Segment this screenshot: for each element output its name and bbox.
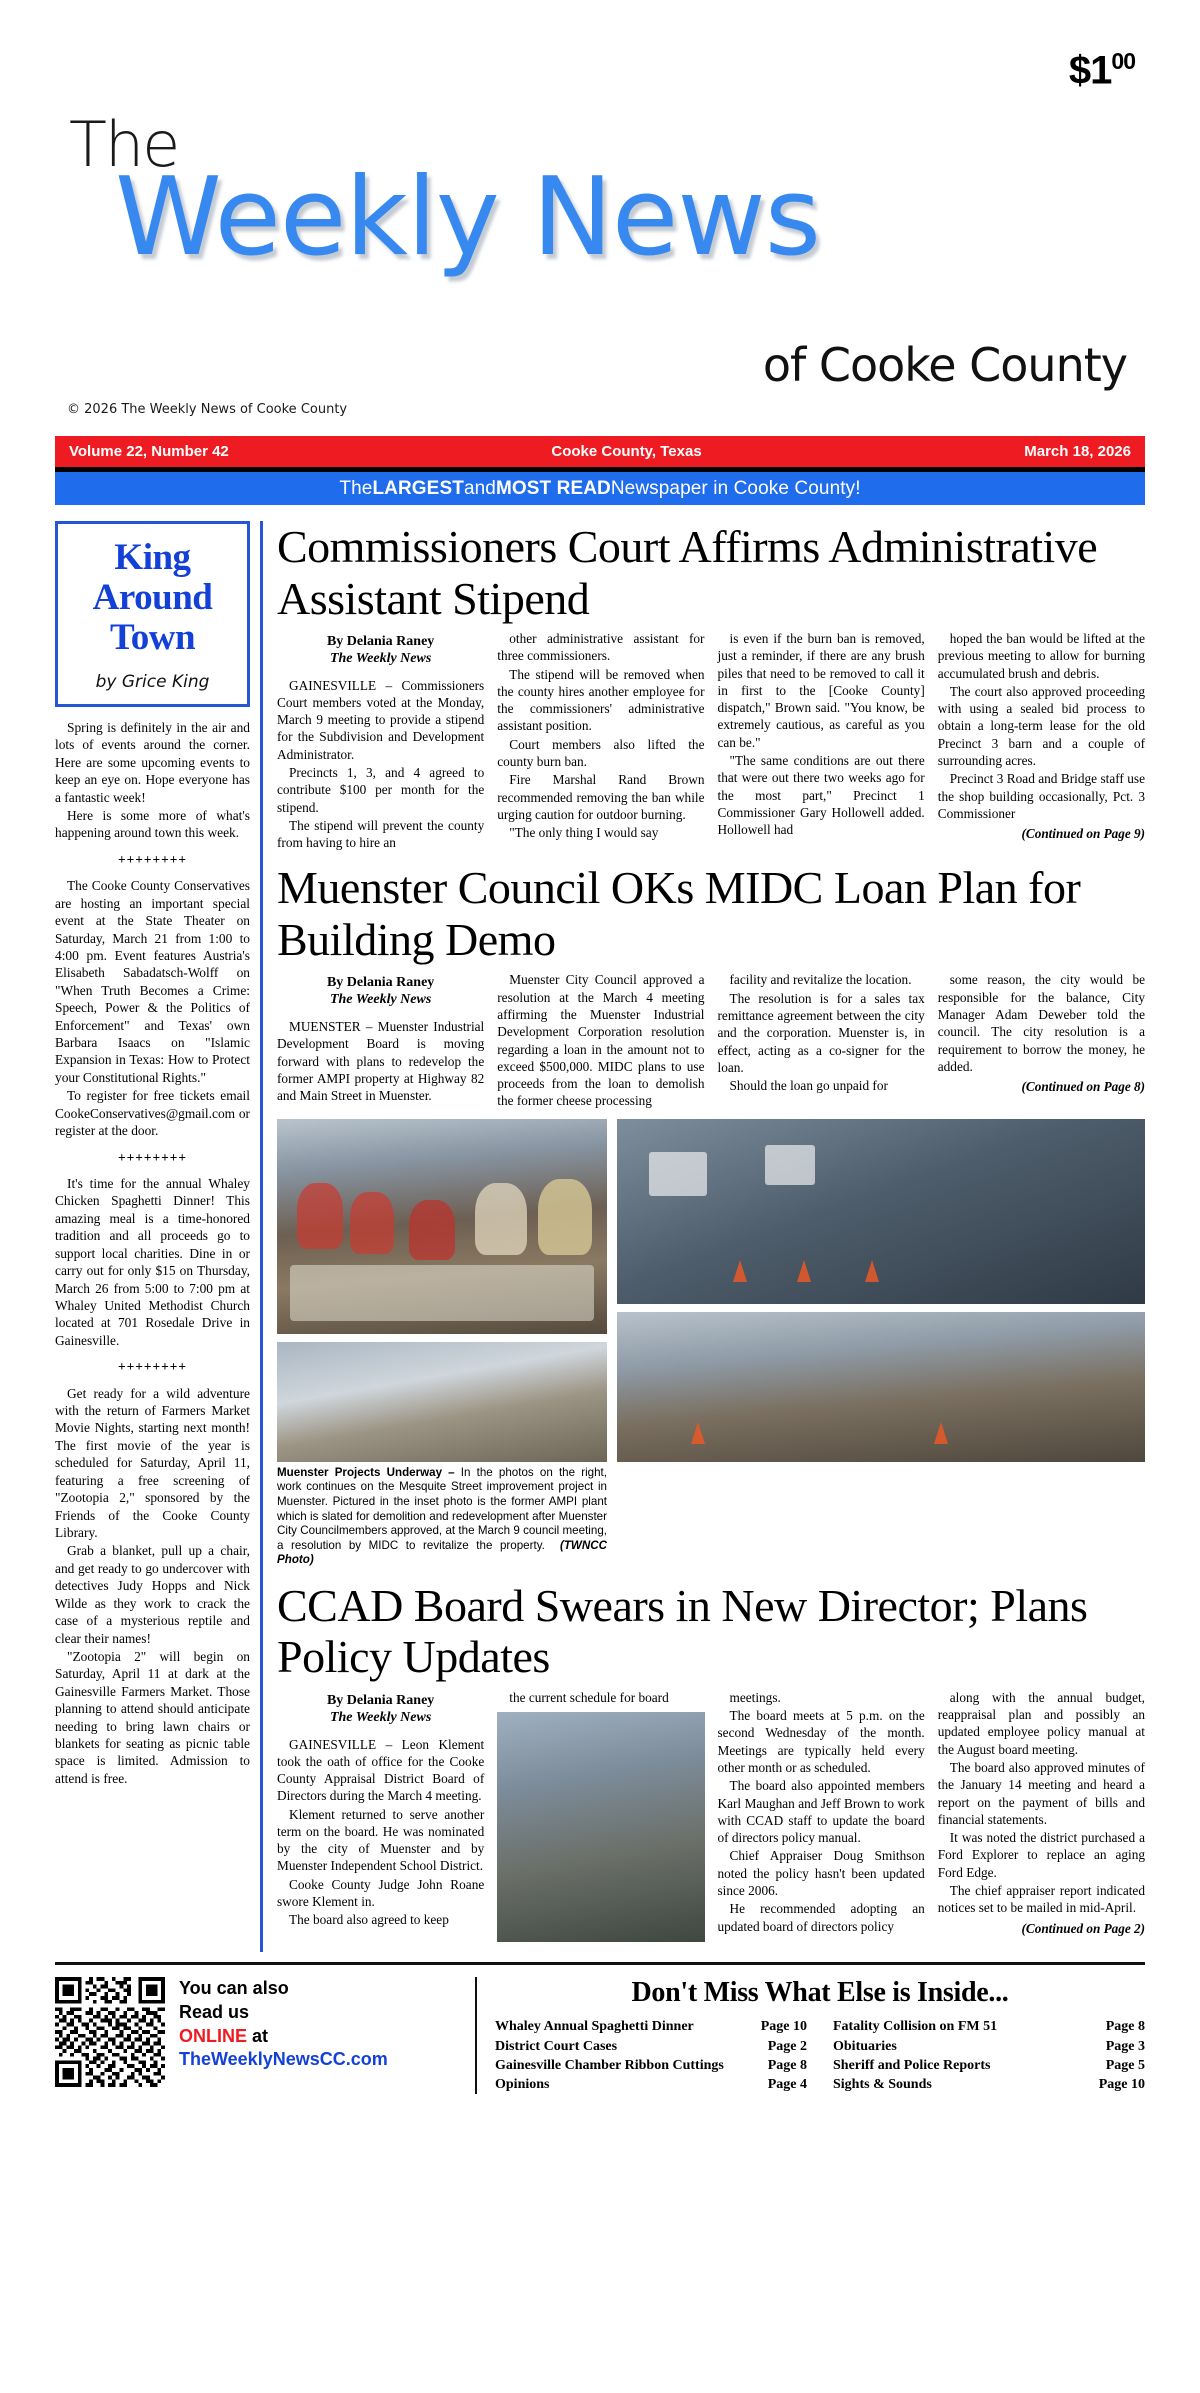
kat-paragraph: The Cooke County Conservatives are hosting an important special event at the State Theater on Saturday, March 21 from 1:00 to 4:00 pm. Event features Austria's Elisabeth Sabadatsch-Wolff on "When Truth Becomes a Crime: Speech, Power & the Politics of Enforcement" and Texas' own Barbara Isaacs on "Islamic Expansion in Texas: How to Protect your Constitutional Rights."	[55, 878, 250, 1085]
price-dollars: $1	[1068, 48, 1112, 93]
story3-col-2	[497, 1689, 704, 1942]
index-entry-page: Page 3	[1105, 2038, 1145, 2054]
story1-byline-pub: The Weekly News	[329, 650, 432, 666]
copyright-line: © 2026 The Weekly News of Cooke County	[67, 402, 348, 417]
index-entry-title: District Court Cases	[495, 2038, 618, 2054]
story-paragraph: The stipend will prevent the county from having to hire an	[277, 817, 485, 851]
tagline-bar	[55, 472, 1145, 505]
index-entry[interactable]	[833, 2037, 1145, 2056]
story-paragraph: "The only thing I would say	[509, 825, 659, 841]
index-column-right	[833, 2017, 1145, 2094]
story-paragraph: other administrative assistant for three commissioners.	[497, 631, 705, 664]
website-url-link[interactable]: TheWeeklyNewsCC.com	[179, 2049, 388, 2070]
story3-byline-pub: The Weekly News	[329, 1709, 432, 1725]
story1-byline	[277, 634, 484, 668]
index-entry-title: Opinions	[495, 2077, 550, 2093]
story2-byline-pub: The Weekly News	[329, 992, 432, 1008]
index-entry-title: Sheriff and Police Reports	[833, 2057, 991, 2073]
kat-paragraph: ++++++++	[117, 1359, 188, 1375]
kat-title-line1: King	[114, 537, 191, 578]
story2-col-2	[497, 971, 704, 1110]
story-paragraph: along with the annual budget, reappraisal plan and possibly an updated employee policy manual at the August board meeting.	[937, 1689, 1145, 1757]
index-entry-page: Page 10	[1098, 2077, 1145, 2093]
kat-paragraph: It's time for the annual Whaley Chicken Spaghetti Dinner! This amazing meal is a time-honored tradition and all proceeds go to support local charities. Dine in or carry out for only $15 on Thursday, March 26 from 5:00 to 7:00 pm at Whaley United Methodist Church located at 701 Rosedale Drive in Gainesville.	[55, 1175, 250, 1348]
tagline-largest: LARGEST	[372, 477, 464, 499]
kat-body-text	[55, 719, 250, 1787]
kat-byline: by Grice King	[95, 671, 210, 692]
story-paragraph: He recommended adopting an updated board of directors policy	[717, 1901, 925, 1934]
index-entry-title: Whaley Annual Spaghetti Dinner	[495, 2019, 694, 2035]
muenster-photo-block	[277, 1119, 1145, 1568]
caption-credit: (TWNCC Photo)	[277, 1538, 607, 1567]
story1-col-4	[938, 630, 1145, 852]
kat-paragraph: ++++++++	[117, 851, 188, 867]
story2-byline-author: By Delania Raney	[326, 975, 435, 991]
story1-headline: Commissioners Court Affirms Administrative Assistant Stipend	[277, 521, 1098, 624]
story1-col-3	[718, 630, 925, 852]
masthead-the: The	[69, 108, 179, 181]
story3-col-1	[277, 1689, 484, 1942]
masthead-title: Weekly News	[115, 155, 820, 280]
index-entry[interactable]	[495, 2056, 807, 2075]
story-paragraph: Court members also lifted the county burn ban.	[497, 736, 705, 769]
index-entry[interactable]	[833, 2075, 1145, 2094]
kat-paragraph: Get ready for a wild adventure with the return of Farmers Market Movie Nights, starting next month! The first movie of the year is scheduled for Saturday, April 11, featuring a free screening of "Zootopia 2," sponsored by the Friends of the Cooke County Library.	[55, 1385, 250, 1540]
index-entry[interactable]	[495, 2017, 807, 2036]
story-paragraph: It was noted the district purchased a Ford Explorer to replace an aging Ford Edge.	[937, 1830, 1145, 1880]
online-promo	[55, 1977, 475, 2094]
publication-date: March 18, 2026	[1024, 443, 1131, 460]
story-paragraph: The board meets at 5 p.m. on the second Wednesday of the month. Meetings are typically held every other month or as scheduled.	[717, 1708, 925, 1776]
story-paragraph: is even if the burn ban is removed, just a reminder, if there are any brush piles that need to be removed to call it in first to the [Cooke County] dispatch," Brown said. "You know, be extremely cautious, as careful as you can be."	[717, 631, 925, 750]
story2-col-3	[718, 971, 925, 1110]
volume-date-bar	[55, 436, 1145, 467]
muenster-photo-caption	[277, 1466, 607, 1568]
story3-col-4	[938, 1689, 1145, 1942]
kat-title-line2: Around	[92, 576, 213, 618]
page-footer	[55, 1962, 1145, 2094]
index-entry-page: Page 8	[767, 2057, 807, 2073]
story3-byline	[277, 1693, 484, 1727]
story-paragraph: the current schedule for board	[509, 1689, 669, 1705]
story2-col-4	[938, 971, 1145, 1110]
photo-table	[290, 1265, 594, 1321]
photo-ampi-plant	[277, 1342, 607, 1462]
kat-paragraph: Here is some more of what's happening around town this week.	[55, 807, 250, 841]
publication-location: Cooke County, Texas	[551, 443, 702, 460]
photo-mesquite-street-work	[617, 1119, 1145, 1304]
promo-line-2: Read us	[179, 2001, 250, 2022]
inside-index-title: Don't Miss What Else is Inside...	[631, 1977, 1009, 2009]
story1-col-1	[277, 630, 484, 852]
story-paragraph: Fire Marshal Rand Brown recommended removing the ban while urging caution for outdoor burning.	[497, 772, 705, 822]
index-entry[interactable]	[833, 2056, 1145, 2075]
story-paragraph: The board also agreed to keep	[289, 1912, 449, 1928]
story-paragraph: Muenster City Council approved a resolution at the March 4 meeting affirming the Muenster Industrial Development Corporation resolution regarding a loan in the amount not to exceed $500,000. MIDC plans to use proceeds from the loan to demolish the former cheese processing	[497, 972, 705, 1109]
inside-index	[475, 1977, 1145, 2094]
kat-paragraph: Spring is definitely in the air and lots of events around the corner. Here are some upcoming events to keep an eye on. Hope everyone has a fantastic week!	[55, 719, 250, 805]
caption-lead: Muenster Projects Underway –	[277, 1465, 455, 1479]
story2-columns	[277, 971, 1145, 1110]
story3-headline: CCAD Board Swears in New Director; Plans Policy Updates	[277, 1579, 1088, 1683]
story2-byline	[277, 975, 484, 1009]
index-entry[interactable]	[495, 2075, 807, 2094]
story-paragraph: "The same conditions are out there that were out there two weeks ago for the most part," Precinct 1 Commissioner Gary Hollowell added. Hollowell had	[717, 753, 925, 838]
story-paragraph: Cooke County Judge John Roane swore Klement in.	[277, 1876, 485, 1910]
story-paragraph: The resolution is for a sales tax remittance agreement between the city and the corporation. Muenster is, in effect, acting as a co-signer for the loan.	[717, 990, 925, 1075]
tagline-post: Newspaper in Cooke County!	[610, 477, 861, 499]
story2-continued[interactable]: (Continued on Page 8)	[1021, 1079, 1145, 1095]
content-area	[55, 521, 1145, 1952]
index-entry-title: Obituaries	[833, 2038, 897, 2054]
kat-paragraph: "Zootopia 2" will begin on Saturday, April 11 at dark at the Gainesville Farmers Market. Those planning to attend should anticipate needing to bring lawn chairs or blankets for seating as picnic table space is limited. Admission to attend is free.	[55, 1648, 250, 1786]
online-promo-text	[179, 1977, 388, 2072]
story-paragraph: Should the loan go unpaid for	[729, 1078, 888, 1094]
index-entry[interactable]	[833, 2017, 1145, 2036]
photo-klement-oath	[497, 1712, 704, 1942]
caption-body: In the photos on the right, work continues on the Mesquite Street improvement project in Muenster. Pictured in the inset photo is the former AMPI plant which is slated for demolition and redevelopment after Muenster City Councilmembers approved, at the March 9 council meeting, a resolution by MIDC to revitalize the property.	[277, 1465, 607, 1552]
promo-line-1: You can also	[179, 1978, 289, 1999]
story1-col-2	[497, 630, 704, 852]
tagline-mid: and	[463, 477, 496, 499]
story2-headline: Muenster Council OKs MIDC Loan Plan for Building Demo	[277, 862, 1081, 965]
story1-body-1	[277, 677, 484, 852]
story-paragraph: GAINESVILLE – Commissioners Court members voted at the Monday, March 9 meeting to provide a stipend for the Subdivision and Development Administrator.	[277, 677, 485, 762]
index-entry[interactable]	[495, 2037, 807, 2056]
index-column-left	[495, 2017, 807, 2094]
photo-council-meeting	[277, 1119, 607, 1334]
promo-online-word: ONLINE	[179, 2025, 248, 2046]
story-ccad-board	[277, 1580, 1145, 1942]
index-entry-title: Gainesville Chamber Ribbon Cuttings	[495, 2057, 724, 2073]
story1-byline-author: By Delania Raney	[326, 634, 435, 650]
story-paragraph: The board also approved minutes of the January 14 meeting and heard a report on the payment of bills and financial statements.	[937, 1760, 1145, 1827]
masthead-subtitle: of Cooke County	[762, 338, 1127, 392]
cover-price	[1069, 48, 1135, 93]
promo-at-word: at	[247, 2025, 269, 2046]
story-paragraph: Precinct 3 Road and Bridge staff use the shop building occasionally, Pct. 3 Commissioner	[937, 771, 1145, 821]
king-around-town-column	[55, 521, 260, 1952]
story-paragraph: The stipend will be removed when the county hires another employee for the commissioners' administrative assistant position.	[497, 666, 705, 734]
kat-paragraph: ++++++++	[117, 1149, 188, 1165]
story-paragraph: Klement returned to serve another term on the board. He was nominated by the city of Muenster and by Muenster Independent School District.	[277, 1806, 485, 1874]
index-entry-page: Page 8	[1105, 2019, 1145, 2035]
kat-paragraph: To register for free tickets email CookeConservatives@gmail.com or register at the door.	[55, 1088, 250, 1139]
story-paragraph: GAINESVILLE – Leon Klement took the oath of office for the Cooke County Appraisal District Board of Directors during the March 4 meeting.	[277, 1736, 485, 1804]
stories-column	[260, 521, 1145, 1952]
masthead	[55, 0, 1145, 417]
story1-continued[interactable]: (Continued on Page 9)	[1021, 826, 1145, 842]
story-paragraph: The board also appointed members Karl Maughan and Jeff Brown to work with CCAD staff to update the board of directors policy manual.	[717, 1778, 925, 1846]
story2-col-1	[277, 971, 484, 1110]
kat-title-line3: Town	[109, 616, 196, 658]
story-paragraph: some reason, the city would be responsible for the balance, City Manager Adam Deweber told the council. The city resolution is a requirement to borrow the money, he added.	[937, 972, 1145, 1074]
index-entry-page: Page 4	[767, 2077, 807, 2093]
story-muenster-council	[277, 862, 1145, 1567]
qr-code-icon[interactable]	[55, 1977, 165, 2087]
story-paragraph: meetings.	[729, 1689, 781, 1705]
story-paragraph: hoped the ban would be lifted at the previous meeting to allow for burning accumulated brush and debris.	[937, 631, 1145, 681]
story-commissioners-court	[277, 521, 1145, 852]
index-entry-page: Page 2	[767, 2038, 807, 2054]
price-cents: 00	[1111, 48, 1135, 74]
tagline-most-read: MOST READ	[495, 477, 611, 499]
index-entry-title: Sights & Sounds	[833, 2077, 932, 2093]
index-entry-page: Page 10	[760, 2019, 807, 2035]
king-around-town-header	[55, 521, 250, 707]
kat-paragraph: Grab a blanket, pull up a chair, and get ready to go undercover with detectives Judy Hopps and Nick Wilde as they work to crack the case of a mysterious reptile and clear their names!	[55, 1543, 250, 1646]
tagline-pre: The	[339, 477, 373, 499]
story-paragraph: facility and revitalize the location.	[729, 972, 912, 988]
story-paragraph: Chief Appraiser Doug Smithson noted the policy hasn't been updated since 2006.	[717, 1848, 925, 1898]
story-paragraph: The chief appraiser report indicated notices set to be mailed in mid-April.	[937, 1883, 1145, 1916]
story3-col-3	[718, 1689, 925, 1942]
story1-columns	[277, 630, 1145, 852]
story3-continued[interactable]: (Continued on Page 2)	[1021, 1920, 1145, 1936]
story3-columns	[277, 1689, 1145, 1942]
index-entry-title: Fatality Collision on FM 51	[833, 2019, 998, 2035]
story-paragraph: The court also approved proceeding with using a sealed bid process to obtain a long-term lease for the old Precinct 3 barn and a couple of surrounding acres.	[937, 683, 1145, 768]
story-paragraph: MUENSTER – Muenster Industrial Development Board is moving forward with plans to redevelop the former AMPI property at Highway 82 and Main Street in Muenster.	[277, 1019, 485, 1104]
index-entry-page: Page 5	[1105, 2057, 1145, 2073]
story3-byline-author: By Delania Raney	[326, 1692, 435, 1708]
volume-number: Volume 22, Number 42	[69, 443, 229, 460]
photo-street-rubble	[617, 1312, 1145, 1462]
story-paragraph: Precincts 1, 3, and 4 agreed to contribute $100 per month for the stipend.	[277, 765, 485, 815]
